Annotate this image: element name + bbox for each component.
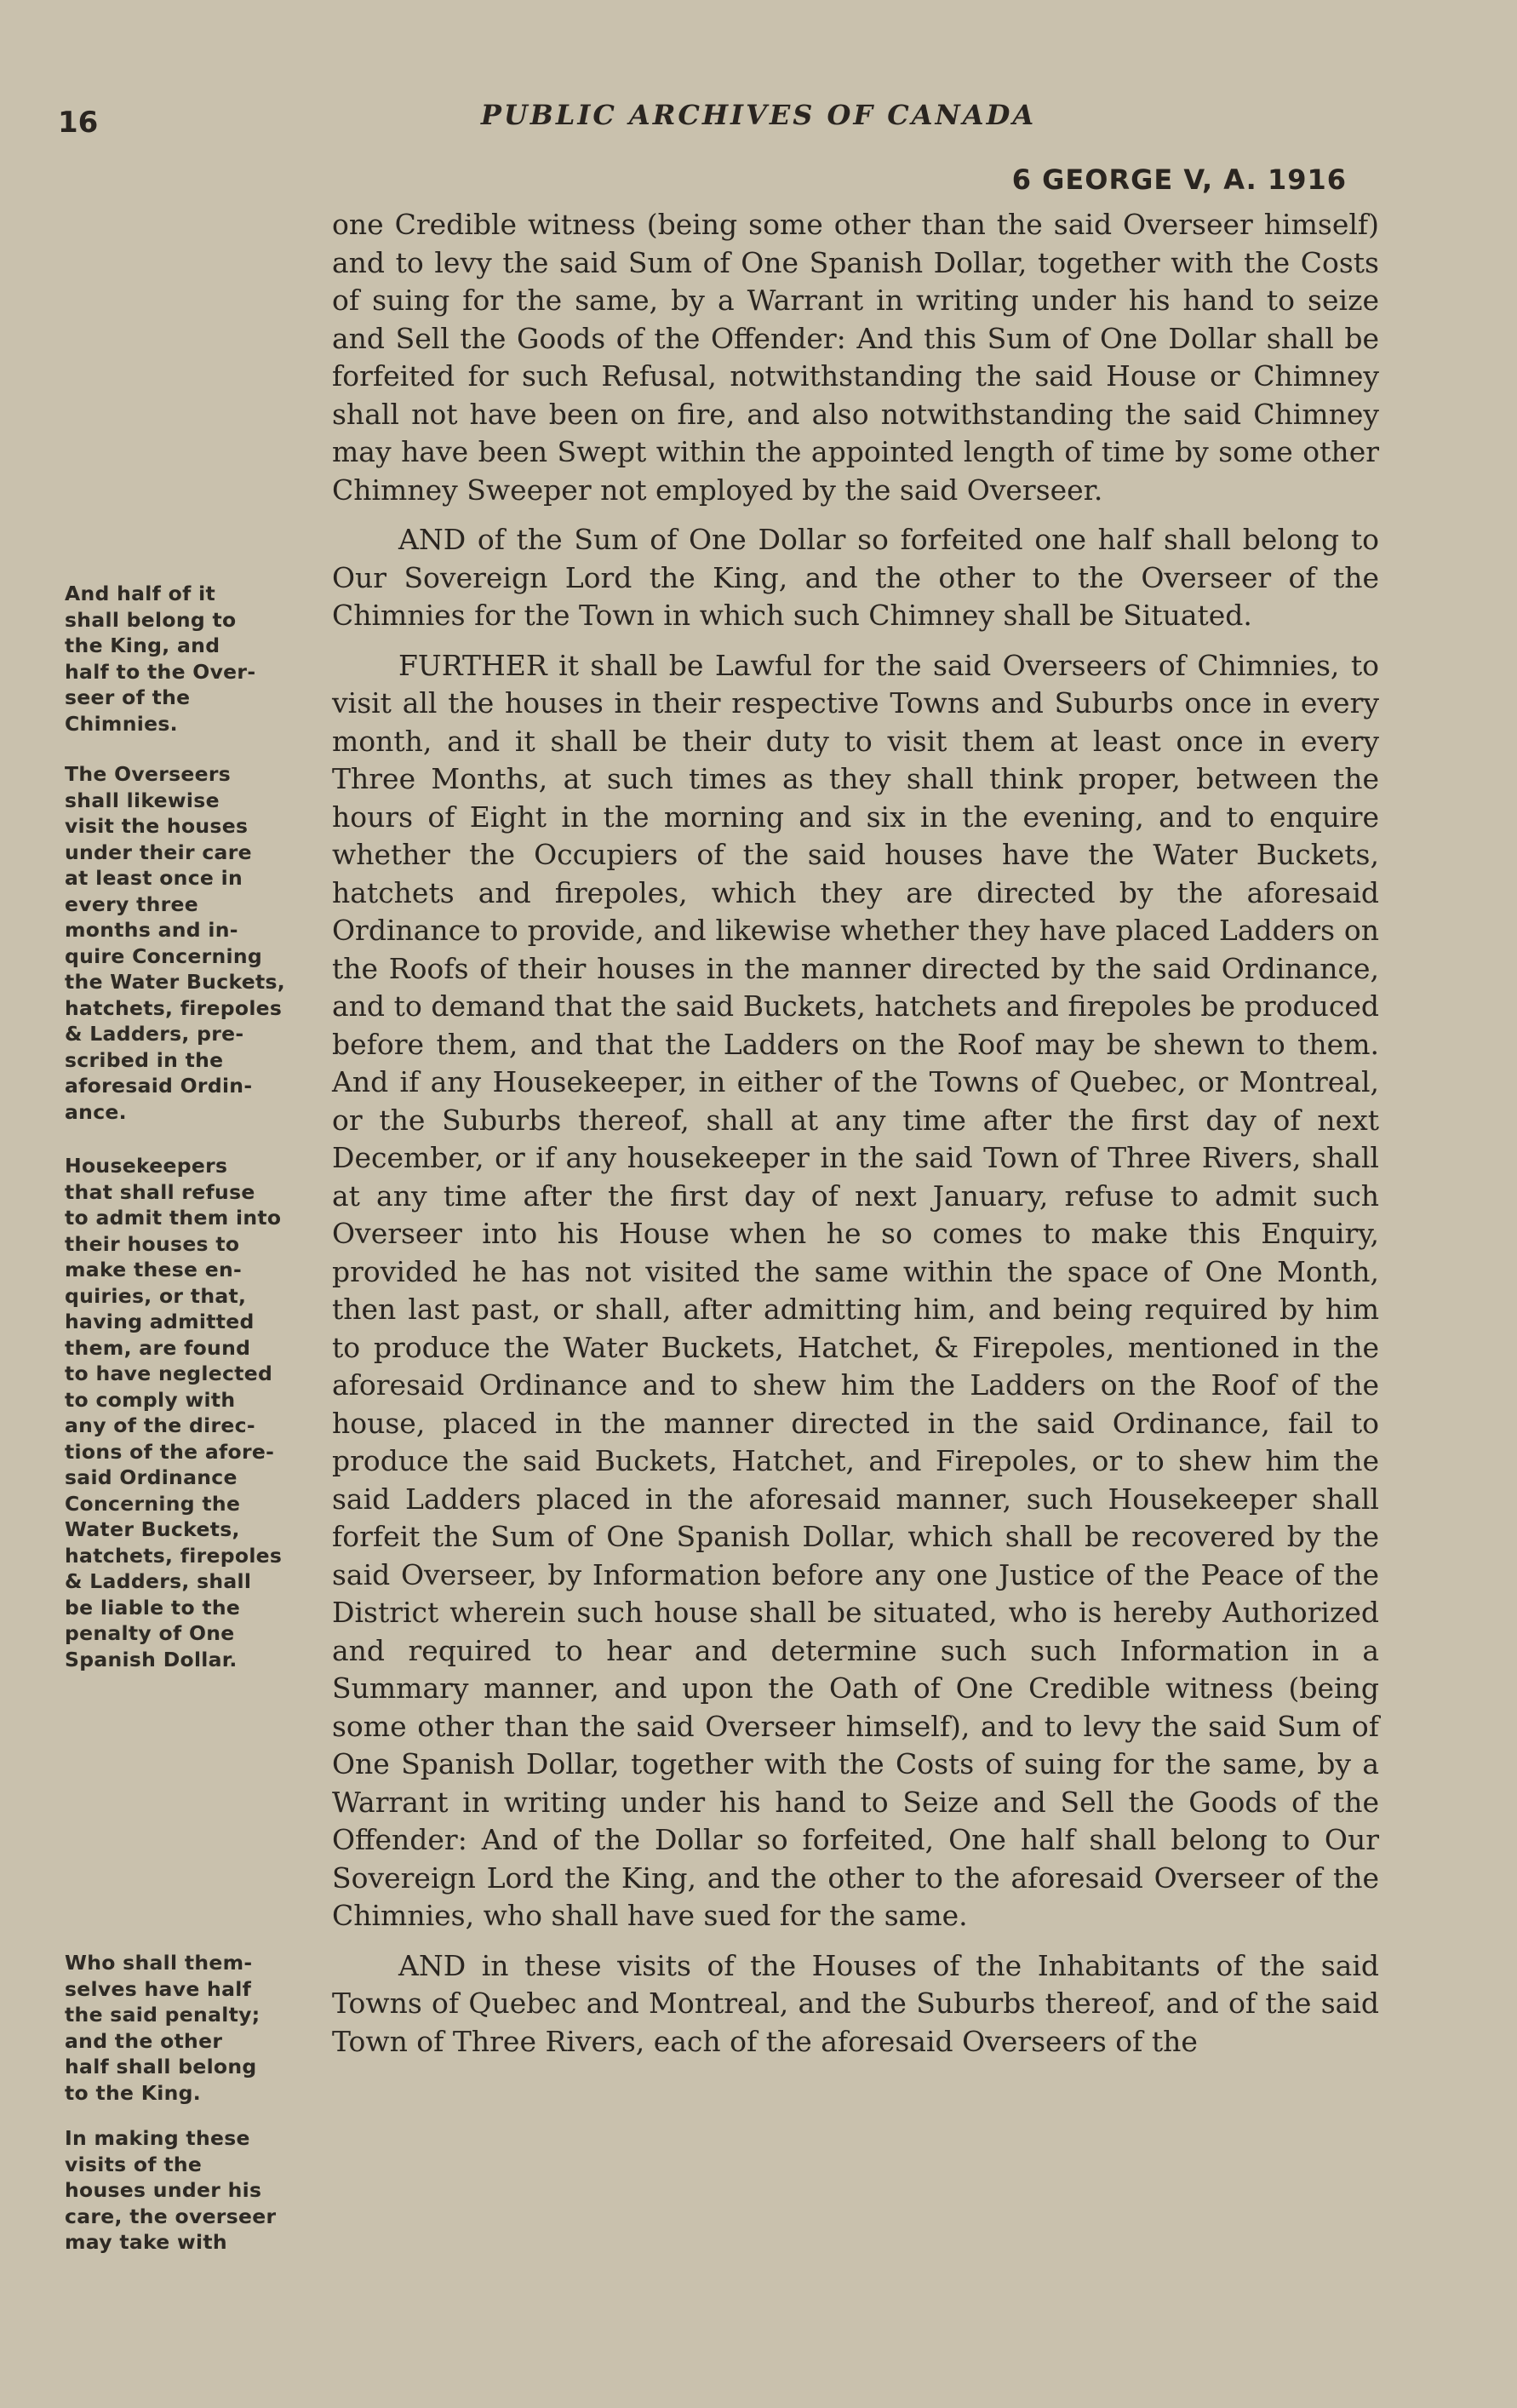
marginal-note-line: In making these: [65, 2126, 250, 2150]
marginal-note-line: hatchets, firepoles: [65, 1543, 283, 1568]
marginal-note-line: ance.: [65, 1099, 127, 1124]
session-reference: 6 GEORGE V, A. 1916: [1011, 163, 1347, 196]
marginal-note-line: Concerning the: [65, 1491, 241, 1516]
marginal-note-line: to admit them into: [65, 1206, 282, 1230]
marginal-note-line: having admitted: [65, 1310, 255, 1333]
marginal-note: [65, 761, 320, 1125]
marginal-note-line: Housekeepers: [65, 1154, 228, 1178]
marginal-note-line: shall likewise: [65, 788, 220, 812]
marginal-note-line: half to the Over-: [65, 659, 256, 684]
marginal-note-line: every three: [65, 892, 199, 916]
marginal-note-line: Water Buckets,: [65, 1517, 240, 1541]
marginal-note-line: visit the houses: [65, 814, 249, 838]
marginal-note: [65, 1153, 320, 1672]
marginal-note-line: the King, and: [65, 634, 220, 657]
marginal-note: [65, 581, 320, 737]
marginal-note-line: to have neglected: [65, 1362, 273, 1385]
marginal-note-line: half shall belong: [65, 2055, 257, 2078]
marginal-note-line: Chimnies.: [65, 711, 178, 736]
marginal-note-line: shall belong to: [65, 607, 237, 632]
marginal-note-line: tions of the afore-: [65, 1439, 275, 1464]
marginal-note-line: said Ordinance: [65, 1465, 238, 1489]
marginal-note-line: under their care: [65, 840, 252, 864]
marginal-note: [65, 2125, 320, 2256]
marginal-note-line: selves have half: [65, 1976, 252, 2001]
marginal-note-line: at least once in: [65, 866, 243, 890]
paragraph-gap: [332, 1935, 1379, 1947]
paragraph-gap: [332, 635, 1379, 647]
marginal-note-line: hatchets, firepoles: [65, 995, 283, 1020]
marginal-note-line: scribed in the: [65, 1047, 224, 1072]
marginal-note-line: quire Concerning: [65, 943, 263, 968]
marginal-note-line: & Ladders, shall: [65, 1569, 252, 1593]
marginal-note-line: them, are found: [65, 1335, 251, 1360]
running-head: PUBLIC ARCHIVES OF CANADA: [480, 99, 1037, 131]
marginal-note: [65, 1950, 320, 2106]
marginal-note-line: Spanish Dollar.: [65, 1647, 238, 1671]
marginal-note-line: Who shall them-: [65, 1951, 253, 1975]
marginal-note-line: The Overseers: [65, 762, 232, 786]
marginal-note-line: months and in-: [65, 918, 238, 942]
paragraph: FURTHER it shall be Lawful for the said Overseers of Chimnies, to visit all the houses in their respective Towns and Suburbs once in every month, and it shall be their duty to visit them at least once in every Three Months, at such times as they shall think proper, between the hours of Eight in the morning and six in the evening, and to enquire whether the Occupiers of the said houses have the Water Buckets, hatchets and firepoles, which they are directed by the aforesaid Ordinance to provide, and likewise whether they have placed Ladders on the Roofs of their houses in the manner directed by the said Ordinance, and to demand that the said Buckets, hatchets and firepoles be produced before them, and that the Ladders on the Roof may be shewn to them. And if any Housekeeper, in either of the Towns of Quebec, or Montreal, or the Suburbs thereof, shall at any time after the first day of next December, or if any housekeeper in the said Town of Three Rivers, shall at any time after the first day of next January, refuse to admit such Overseer into his House when he so comes to make this Enquiry, provided he has not visited the same within the space of One Month, then last past, or shall, after admitting him, and being required by him to produce the Water Buckets, Hatchet, & Firepoles, mentioned in the aforesaid Ordinance and to shew him the Ladders on the Roof of the house, placed in the manner directed in the said Ordinance, fail to produce the said Buckets, Hatchet, and Firepoles, or to shew him the said Ladders placed in the aforesaid manner, such Housekeeper shall forfeit the Sum of One Spanish Dollar, which shall be recovered by the said Overseer, by Information before any one Justice of the Peace of the District wherein such house shall be situated, who is hereby Authorized and required to hear and determine such such Information in a Summary manner, and upon the Oath of One Credible witness (being some other than the said Overseer himself), and to levy the said Sum of One Spanish Dollar, together with the Costs of suing for the same, by a Warrant in writing under his hand to Seize and Sell the Goods of the Offender: And of the Dollar so forfeited, One half shall belong to Our Sovereign Lord the King, and the other to the aforesaid Overseer of the Chimnies, who shall have sued for the same.: [332, 648, 1379, 1932]
marginal-note-line: houses under his: [65, 2178, 262, 2202]
marginal-note-line: may take with: [65, 2230, 227, 2254]
marginal-note-line: to comply with: [65, 1387, 236, 1412]
marginal-note-line: penalty of One: [65, 1621, 235, 1645]
marginal-note-line: seer of the: [65, 685, 191, 709]
marginal-note-line: quiries, or that,: [65, 1283, 247, 1308]
marginal-note-line: the Water Buckets,: [65, 970, 286, 994]
paragraph: AND in these visits of the Houses of the Inhabitants of the said Towns of Quebec and Montreal, and the Suburbs thereof, and of the said Town of Three Rivers, each of the aforesaid Overseers of the: [332, 1948, 1379, 2058]
marginal-note-line: and the other: [65, 2028, 223, 2053]
main-text: [332, 206, 1379, 2061]
marginal-note-line: aforesaid Ordin-: [65, 1074, 253, 1098]
marginal-note-line: the said penalty;: [65, 2003, 260, 2027]
marginal-note-line: & Ladders, pre-: [65, 1022, 244, 1046]
marginal-note-line: any of the direc-: [65, 1413, 255, 1437]
marginal-note-line: their houses to: [65, 1231, 240, 1256]
paragraph: one Credible witness (being some other than the said Overseer himself) and to levy the said Sum of One Spanish Dollar, together with the Costs of suing for the same, by a Warrant in writing under his hand to seize and Sell the Goods of the Offender: And this Sum of One Dollar shall be forfeited for such Refusal, notwithstanding the said House or Chimney shall not have been on fire, and also notwithstanding the said Chimney may have been Swept within the appointed length of time by some other Chimney Sweeper not employed by the said Overseer.: [332, 208, 1379, 507]
marginal-note-line: that shall refuse: [65, 1179, 255, 1204]
marginal-note-line: visits of the: [65, 2152, 203, 2176]
marginal-note-line: And half of it: [65, 582, 216, 605]
page-number: 16: [58, 106, 99, 140]
marginal-note-line: care, the overseer: [65, 2204, 277, 2228]
marginal-note-line: to the King.: [65, 2080, 201, 2105]
marginal-note-line: be liable to the: [65, 1595, 241, 1620]
paragraph: AND of the Sum of One Dollar so forfeited one half shall belong to Our Sovereign Lord the King, and the other to the Overseer of the Chimnies for the Town in which such Chimney shall be Situated.: [332, 523, 1379, 632]
marginal-note-line: make these en-: [65, 1258, 243, 1281]
paragraph-gap: [332, 509, 1379, 521]
